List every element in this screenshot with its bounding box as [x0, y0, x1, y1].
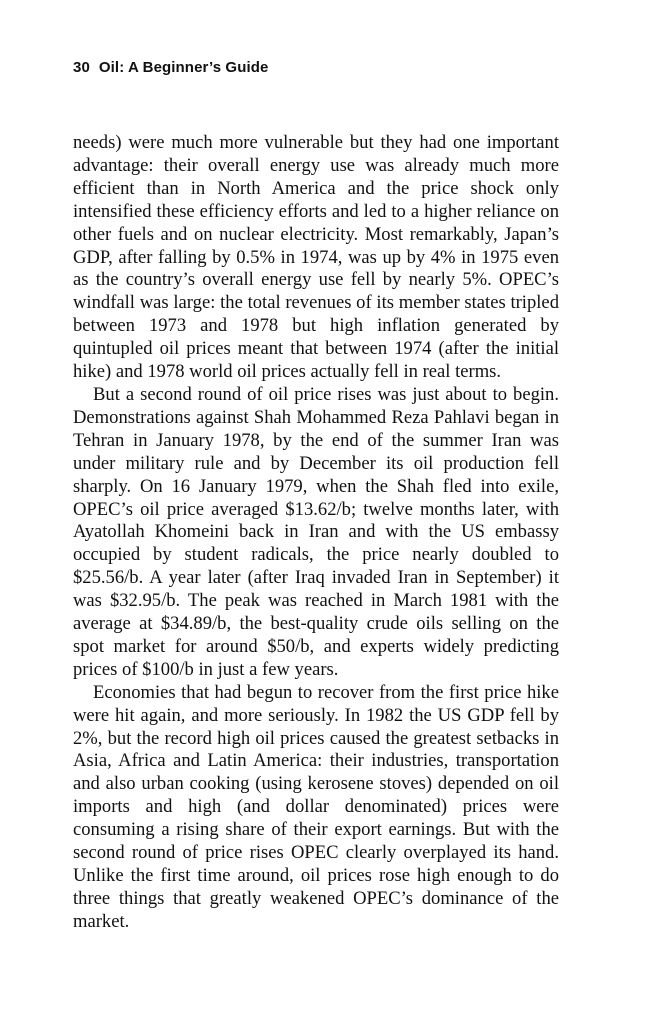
paragraph-second-oil-shock: But a second round of oil price rises was just about to begin. Demonstrations against Shah Mohammed Reza Pahlavi began in Tehran in January 1978, by the end of the summer Iran was under military rule and by December its oil production fell sharply. On 16 January 1979, when the Shah fled into exile, OPEC’s oil price averaged $13.62/b; twelve months later, with Ayatollah Khomeini back in Iran and with the US embassy occupied by student radicals, the price nearly doubled to $25.56/b. A year later (after Iraq invaded Iran in September) it was $32.95/b. The peak was reached in March 1981 with the average at $34.89/b, the best-quality crude oils selling on the spot market for around $50/b, and experts widely predicting prices of $100/b in just a few years. — [73, 383, 559, 680]
body-text — [73, 132, 559, 934]
book-title: Oil: A Beginner’s Guide — [98, 59, 269, 76]
paragraph-continued: needs) were much more vulnerable but they had one important advantage: their overall energy use was already much more efficient than in North America and the price shock only intensified these efficiency efforts and led to a higher reliance on other fuels and on nuclear electricity. Most remarkably, Japan’s GDP, after falling by 0.5% in 1974, was up by 4% in 1975 even as the country’s overall energy use fell by nearly 5%. OPEC’s windfall was large: the total revenues of its member states tripled between 1973 and 1978 but high inflation generated by quintupled oil prices meant that between 1974 (after the initial hike) and 1978 world oil prices actually fell in real terms. — [73, 132, 559, 383]
paragraph-economic-impact: Economies that had begun to recover from the first price hike were hit again, and more seriously. In 1982 the US GDP fell by 2%, but the record high oil prices caused the greatest setbacks in Asia, Africa and Latin America: their industries, transportation and also urban cooking (using kerosene stoves) depended on oil imports and high (and dollar denominated) prices were consuming a rising share of their export earnings. But with the second round of price rises OPEC clearly overplayed its hand. Unlike the first time around, oil prices rose high enough to do three things that greatly weakened OPEC’s dominance of the market. — [73, 681, 559, 932]
running-header — [73, 59, 268, 76]
page-number: 30 — [73, 59, 90, 76]
